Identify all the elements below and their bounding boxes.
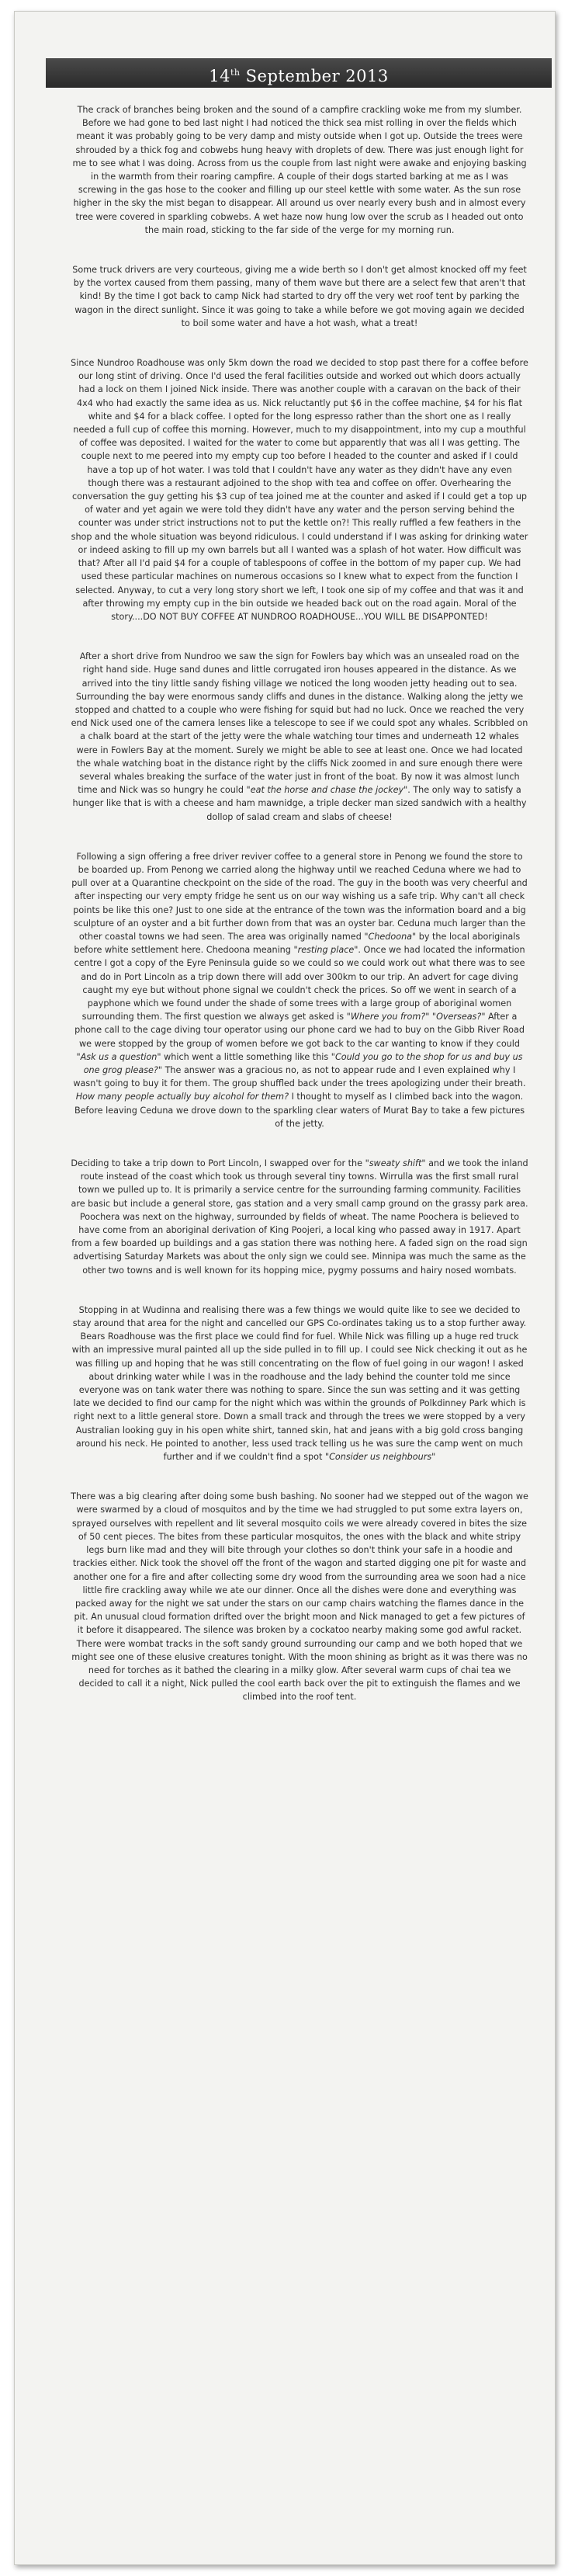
paragraph-text: and we took the inland route instead of the coast which took us through several tiny towns. Wirrulla was the first small rural town we pulled up to. It is primarily a service centre for the surrounding farming community. Facilities are basic but include a general store, gas station and a very small camp ground on the grassy park area. Poochera was next on the highway, surrounded by fields of wheat. The name Poochera is believed to have come from an aboriginal derivation of King Poojeri, a local king who passed away in 1917. Apart from a few boarded up buildings and a gas station there was nothing here. A faded sign on the road sign advertising Saturday Markets was about the only sign we could see. Minnipa was much the same as the other two towns and is well known for its hopping mice, pygmy possums and hairy nosed wombats. xyxy=(71,1158,528,1276)
paragraph-campfire xyxy=(71,1490,528,1703)
journal-body xyxy=(71,103,528,1731)
quote-text: Chedoona xyxy=(368,931,413,942)
date-day: 14 xyxy=(209,67,230,85)
paragraph-text: . The only way to satisfy a hunger like that is with a cheese and ham mawnidge, a triple decker man sized sandwich with a healthy dollop of salad cream and slabs of cheese! xyxy=(72,785,527,822)
paragraph-text: Following a sign offering a free driver reviver coffee to a general store in Penong we found the store to be boarded up. From Penong we carried along the highway until we reached Ceduna where we had to pull over at a Quarantine checkpoint on the side of the road. The guy in the booth was very cheerful and after inspecting our very empty fridge he sent us on our way wishing us a safe trip. Why can't all check points be like this one? Just to one side at the entrance of the town was the information board and a big sculpture of an oyster and a bit further down from that was an oyster bar. Ceduna much larger than the other coastal towns we had seen. The area was originally named xyxy=(71,851,528,942)
paragraph-text: There was a big clearing after doing some bush bashing. No sooner had we stepped out of the wagon we were swarmed by a cloud of mosquitos and by the time we had struggled to put some extra layers on, sprayed ourselves with repellent and lit several mosquito coils we were already covered in bites the size of 50 cent pieces. The bites from these particular mosquitos, the ones with the black and white stripy legs burn like mad and they will bite through your clothes so don't think your safe in a hoodie and trackies either. Nick took the shovel off the front of the wagon and started digging one pit for waste and another one for a fire and after collecting some dry wood from the surrounding area we soon had a nice little fire crackling away while we ate our dinner. Once all the dishes were done and everything was packed away for the night we sat under the stars on our camp chairs watching the flames dance in the pit. An unusual cloud formation drifted over the bright moon and Nick managed to get a few pictures of it before it disappeared. The silence was broken by a cockatoo nearby making some god awful racket. There were wombat tracks in the soft sandy ground surrounding our camp and we both hoped that we might see one of these elusive creatures tonight. With the moon shining as bright as it was there was no need for torches as it bathed the clearing in a milky glow. After several warm cups of chai tea we decided to call it a night, Nick pulled the cool earth back over the pit to extinguish the flames and we climbed into the roof tent. xyxy=(71,1491,528,1703)
paragraph-text: The crack of branches being broken and the sound of a campfire crackling woke me from my slumber. Before we had gone to bed last night I had noticed the thick sea mist rolling in over the fields which meant it was probably going to be very damp and misty outside when I got up. Outside the trees were shrouded by a thick fog and cobwebs hung heavy with droplets of dew. There was just enough light for me to see what I was doing. Across from us the couple from last night were awake and enjoying basking in the warmth from their roaring campfire. A couple of their dogs started barking at me as I was screwing in the gas hose to the cooker and filling up our steel kettle with some water. As the sun rose higher in the sky the mist began to disappear. All around us over nearly every bush and in almost every tree were covered in sparkling cobwebs. A wet haze now hung low over the scrub as I headed out onto the main road, sticking to the far side of the verge for my morning run. xyxy=(72,105,527,235)
paragraph-port-lincoln: Deciding to take a trip down to Port Lincoln, I swapped over for the "sweaty shift" and we took the inland route instead of the coast which took us through several tiny towns. Wirrulla was the first small rural town we pulled up to. It is primarily a service centre for the surrounding farming community. Facilities are basic but include a general store, gas station and a very small camp ground on the grassy park area. Poochera was next on the highway, surrounded by fields of wheat. The name Poochera is believed to have come from an aboriginal derivation of King Poojeri, a local king who passed away in 1917. Apart from a few boarded up buildings and a gas station there was nothing here. A faded sign on the road sign advertising Saturday Markets was about the only sign we could see. Minnipa was much the same as the other two towns and is well known for its hopping mice, pygmy possums and hairy nosed wombats. xyxy=(71,1158,528,1276)
paragraph-run xyxy=(71,263,528,330)
quote-text: Where you from? xyxy=(350,1012,426,1022)
paragraph-text: by the local aboriginals before white settlement here. Chedoona meaning xyxy=(74,931,521,956)
italic-text: How many people actually buy alcohol for them? xyxy=(75,1092,289,1102)
paragraph-text: Since Nundroo Roadhouse was only 5km down the road we decided to stop past there for a coffee before our long stint of driving. Once I'd used the feral facilities outside and worked out which doors actually had a lock on them I joined Nick inside. There was another couple with a caravan on the back of their 4x4 who had exactly the same idea as us. Nick reluctantly put $6 in the coffee machine, $4 for his flat white and $4 for a black coffee. I opted for the long espresso rather than the short one as I really needed a full cup of coffee this morning. However, much to my disappointment, into my cup a mouthful of coffee was deposited. I waited for the water to come but apparently that was all I was getting. The couple next to me peered into my empty cup too before I headed to the counter and asked if I could have a top up of hot water. I was told that I couldn't have any water as they didn't have any even though there was a restaurant adjoined to the shop with tea and coffee on offer. Overhearing the conversation the guy getting his $3 cup of tea joined me at the counter and asked if I could get a top up of water and yet again we were told they didn't have any water and the person serving behind the counter was under strict instructions not to put the kettle on?! This really ruffled a few feathers in the shop and the whole situation was beyond ridiculous. I could understand if I was asking for drinking water or indeed asking to fill up my own barrels but all I wanted was a splash of hot water. How difficult was that? After all I'd paid $4 for a couple of tablespoons of coffee in the bottom of my paper cup. We had used these particular machines on numerous occasions so I knew what to expect from the function I selected. Anyway, to cut a very long story short we left, I took one sip of my coffee and that was it and after throwing my empty cup in the bin outside we headed back out on the road again. Moral of the story....DO NOT BUY COFFEE AT NUNDROO ROADHOUSE...YOU WILL BE DISAPPONTED! xyxy=(71,358,528,622)
paragraph-nundroo xyxy=(71,356,528,623)
paragraph-text: The answer was a gracious no, as not to appear rude and I even explained why I wasn't going to buy it for them. The group shuffled back under the trees apologizing under their breath. xyxy=(73,1065,526,1089)
paragraph-wudinna: Stopping in at Wudinna and realising there was a few things we would quite like to see we decided to stay around that area for the night and cancelled our GPS Co-ordinates taking us to a stop further away. Bears Roadhouse was the first place we could find for fuel. While Nick was filling up a huge red truck with an impressive mural painted all up the side pulled in to fill up. I could see Nick checking it out as he was filling up and hoping that he was still concentrating on the flow of fuel going in our wagon! I asked about drinking water while I was in the roadhouse and the lady behind the counter told me since everyone was on tank water there was nothing to spare. Since the sun was setting and it was getting late we decided to find our camp for the night which was within the grounds of Polkdinney Park which is right next to a little general store. Down a small track and through the trees we were stopped by a very Australian looking guy in his open white shirt, tanned skin, hat and jeans with a big gold cross banging around his neck. He pointed to another, less used track telling us he was sure the camp went on much further and if we couldn't find a spot "Consider us neighbours" xyxy=(71,1304,528,1463)
quote-text: Ask us a question xyxy=(80,1051,158,1062)
entry-date-banner xyxy=(46,58,552,88)
paragraph-text: After a short drive from Nundroo we saw the sign for Fowlers bay which was an unsealed road on the right hand side. Huge sand dunes and little corrugated iron houses appeared in the distance. As we arrived into the tiny little sandy fishing village we noticed the long wooden jetty heading out to sea. Surrounding the bay were enormous sandy cliffs and dunes in the distance. Walking along the jetty we stopped and chatted to a couple who were fishing for squid but had no luck. Once we reached the very end Nick used one of the camera lenses like a telescope to see if we could spot any whales. Scribbled on a chalk board at the start of the jetty were the whale watching tour times and underneath 12 whales were in Fowlers Bay at the moment. Surely we might be able to see at least one. Once we had located the whale watching boat in the distance right by the cliffs Nick zoomed in and sure enough there were several whales breaking the surface of the water just in front of the boat. By now it was almost lunch time and Nick was so hungry he could xyxy=(71,651,528,796)
paragraph-text: Stopping in at Wudinna and realising there was a few things we would quite like to see we decided to stay around that area for the night and cancelled our GPS Co-ordinates taking us to a stop further away. Bears Roadhouse was the first place we could find for fuel. While Nick was filling up a huge red truck with an impressive mural painted all up the side pulled in to fill up. I could see Nick checking it out as he was filling up and hoping that he was still concentrating on the flow of fuel going in our wagon! I asked about drinking water while I was in the roadhouse and the lady behind the counter told me since everyone was on tank water there was nothing to spare. Since the sun was setting and it was getting late we decided to find our camp for the night which was within the grounds of Polkdinney Park which is right next to a little general store. Down a small track and through the trees we were stopped by a very Australian looking guy in his open white shirt, tanned skin, hat and jeans with a big gold cross banging around his neck. He pointed to another, less used track telling us he was sure the camp went on much further and if we couldn't find a spot xyxy=(71,1304,528,1463)
paragraph-text: Some truck drivers are very courteous, giving me a wide berth so I don't get almost knocked off my feet by the vortex caused from them passing, many of them wave but there are a select few that aren't that kind! By the time I got back to camp Nick had started to dry off the very wet roof tent by parking the wagon in the direct sunlight. Since it was going to take a while before we got moving again we decided to boil some water and have a hot wash, what a treat! xyxy=(72,265,527,328)
quote-text: Could you go to the shop for us and buy us one grog please? xyxy=(83,1051,523,1075)
date-suffix: th xyxy=(230,68,241,78)
date-rest: September 2013 xyxy=(240,67,389,85)
quote-text: Overseas? xyxy=(436,1012,482,1022)
paragraph-text: which went a little something like this xyxy=(161,1051,331,1062)
quote-text: Consider us neighbours xyxy=(329,1452,432,1463)
quote-text: resting place xyxy=(297,945,355,956)
quote-text: eat the horse and chase the jockey xyxy=(250,785,404,796)
quote-text: sweaty shift xyxy=(369,1158,422,1169)
paragraph-text: I thought to myself as I climbed back into the wagon. Before leaving Ceduna we drove down to the sparkling clear waters of Murat Bay to take a few pictures of the jetty. xyxy=(74,1092,525,1129)
paragraph-fowlers-bay: After a short drive from Nundroo we saw the sign for Fowlers bay which was an unsealed road on the right hand side. Huge sand dunes and little corrugated iron houses appeared in the distance. As we arrived into the tiny little sandy fishing village we noticed the long wooden jetty heading out to sea. Surrounding the bay were enormous sandy cliffs and dunes in the distance. Walking along the jetty we stopped and chatted to a couple who were fishing for squid but had no luck. Once we reached the very end Nick used one of the camera lenses like a telescope to see if we could spot any whales. Scribbled on a chalk board at the start of the jetty were the whale watching tour times and underneath 12 whales were in Fowlers Bay at the moment. Surely we might be able to see at least one. Once we had located the whale watching boat in the distance right by the cliffs Nick zoomed in and sure enough there were several whales breaking the surface of the water just in front of the boat. By now it was almost lunch time and Nick was so hungry he could "eat the horse and chase the jockey". The only way to satisfy a hunger like that is with a cheese and ham mawnidge, a triple decker man sized sandwich with a healthy dollop of salad cream and slabs of cheese! xyxy=(71,651,528,822)
paragraph-ceduna: Following a sign offering a free driver reviver coffee to a general store in Penong we found the store to be boarded up. From Penong we carried along the highway until we reached Ceduna where we had to pull over at a Quarantine checkpoint on the side of the road. The guy in the booth was very cheerful and after inspecting our very empty fridge he sent us on our way wishing us a safe trip. Why can't all check points be like this one? Just to one side at the entrance of the town was the information board and a big sculpture of an oyster and a bit further down from that was an oyster bar. Ceduna much larger than the other coastal towns we had seen. The area was originally named "Chedoona" by the local aboriginals before white settlement here. Chedoona meaning "resting place". Once we had located the information centre I got a copy of the Eyre Peninsula guide so we could so we could work out what there was to see and do in Port Lincoln as a trip down there will add over 300km to our trip. An advert for cage diving caught my eye but without phone signal we couldn't check the prices. So off we went in search of a payphone which we found under the shade of some trees with a large group of aboriginal women surrounding them. The first question we always get asked is "Where you from?" "Overseas?" After a phone call to the cage diving tour operator using our phone card we had to buy on the Gibb River Road we were stopped by the group of women before we got back to the car wanting to know if they could "Ask us a question" which went a little something like this "Could you go to the shop for us and buy us one grog please?" The answer was a gracious no, as not to appear rude and I even explained why I wasn't going to buy it for them. The group shuffled back under the trees apologizing under their breath. How many people actually buy alcohol for them? I thought to myself as I climbed back into the wagon. Before leaving Ceduna we drove down to the sparkling clear waters of Murat Bay to take a few pictures of the jetty. xyxy=(71,851,528,1129)
paragraph-text: . Once we had located the information centre I got a copy of the Eyre Peninsula guide so we could so we could work out what there was to see and do in Port Lincoln as a trip down there will add over 300km to our trip. An advert for cage diving caught my eye but without phone signal we couldn't check the prices. So off we went in search of a payphone which we found under the shade of some trees with a large group of aboriginal women surrounding them. The first question we always get asked is xyxy=(74,945,525,1022)
journal-page xyxy=(14,11,556,2565)
paragraph-text: Deciding to take a trip down to Port Lincoln, I swapped over for the xyxy=(71,1158,365,1169)
paragraph-morning xyxy=(71,103,528,237)
paragraph-text: After a phone call to the cage diving tour operator using our phone card we had to buy on the Gibb River Road we were stopped by the group of women before we got back to the car wanting to know if they could xyxy=(74,1012,525,1049)
